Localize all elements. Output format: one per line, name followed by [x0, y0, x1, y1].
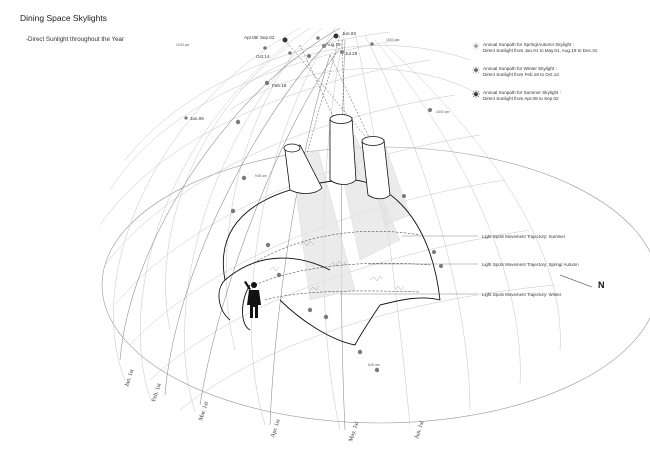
month-label-jan: Jan. 1st [124, 368, 136, 388]
legend-line2: Direct Sunlight from Apr.08 to Sep.02 [483, 96, 559, 101]
date-label-aug19: Aug.19 [326, 42, 341, 47]
month-label-jun: Jun. 1st [414, 420, 426, 440]
human-figure-icon [244, 281, 261, 318]
month-label-may: May. 1st [348, 421, 361, 443]
date-label-feb18: Feb.18 [272, 83, 287, 88]
date-label-apr08-sep02: Apr.08/ Sep.02 [244, 35, 275, 40]
time-label-1500: 15:00 pm [386, 38, 400, 42]
skylight-tubes [284, 115, 390, 199]
north-line [560, 275, 592, 287]
diagram-title: Dining Space Skylights [20, 13, 107, 23]
legend-line1: Annual Sunpath for Summer Skylight : [483, 90, 561, 95]
time-label-0600: 6:00 am [368, 363, 380, 367]
legend-line1: Annual Sunpath for Spring/Autumn Skylight : [483, 42, 574, 47]
legend-line1: Annual Sunpath for Winter Skylight : [483, 66, 557, 71]
month-label-apr: Apr. 1st [270, 418, 282, 439]
time-label-0900: 9:00 am [255, 174, 267, 178]
legend-line2: Direct Sunlight from Jan.01 to May.01, Aug.19 to Dec.31 [483, 48, 598, 53]
date-label-jan06: Jan.06 [190, 116, 204, 121]
time-label-1800: 18:00 pm [436, 110, 450, 114]
date-label-jun03: Jun.03 [342, 31, 356, 36]
trajectory-label-winter: Light Spots Movement Trajectory: Winter [482, 292, 562, 297]
month-label-mar: Mar. 1st [198, 401, 210, 422]
trajectory-label-spring-autumn: Light Spots Movement Trajectory: Spring/ Autumn [482, 262, 579, 267]
north-label: N [598, 280, 605, 290]
date-label-jul29: Jul.29 [345, 51, 358, 56]
date-label-oct14: Oct.14 [256, 54, 270, 59]
diagram-subtitle: -Direct Sunlight throughout the Year [26, 36, 125, 43]
trajectory-label-summer: Light Spots Movement Trajectory: Summer [482, 234, 566, 239]
legend-line2: Direct Sunlight from Feb.18 to Oct.14 [483, 72, 559, 77]
month-label-feb: Feb. 1st [151, 382, 163, 403]
time-label-1200: 12:00 pm [176, 43, 190, 47]
